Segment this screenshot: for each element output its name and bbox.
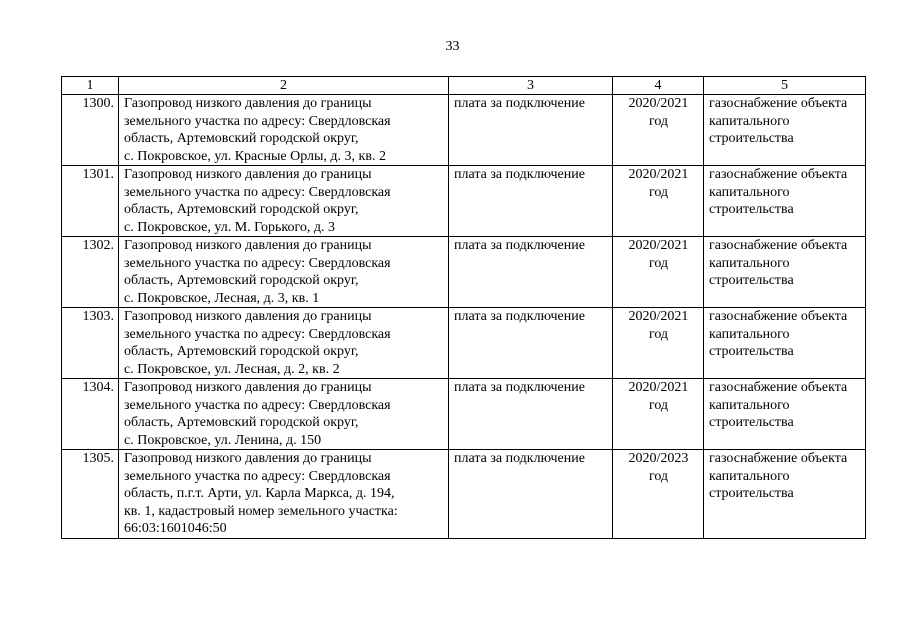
- description-line: с. Покровское, ул. М. Горького, д. 3: [124, 219, 336, 235]
- object-description: [119, 450, 449, 539]
- purpose: [704, 450, 866, 539]
- purpose-line: строительства: [709, 202, 794, 217]
- payment-type: плата за подключение: [449, 166, 613, 237]
- table-row: [62, 166, 866, 237]
- description-line: область, Артемовский городской округ,: [124, 344, 359, 359]
- period-unit: год: [648, 468, 669, 484]
- description-line: Газопровод низкого давления до границы: [124, 451, 372, 466]
- object-description: [119, 237, 449, 308]
- description-line: Газопровод низкого давления до границы: [124, 380, 372, 395]
- purpose-line: газоснабжение объекта: [709, 96, 848, 111]
- description-line: область, Артемовский городской округ,: [124, 415, 359, 430]
- table-header-row: [62, 77, 866, 95]
- period-unit: год: [648, 113, 669, 129]
- payment-type: плата за подключение: [449, 379, 613, 450]
- period-unit: год: [648, 255, 669, 271]
- description-line: земельного участка по адресу: Свердловская: [124, 184, 391, 200]
- purpose-line: газоснабжение объекта: [709, 309, 848, 324]
- table-row: [62, 237, 866, 308]
- payment-type: плата за подключение: [449, 237, 613, 308]
- purpose-line: строительства: [709, 486, 794, 501]
- purpose-line: капитального: [709, 397, 790, 413]
- description-line: область, п.г.т. Арти, ул. Карла Маркса, д. 194,: [124, 486, 395, 501]
- description-line: земельного участка по адресу: Свердловская: [124, 397, 391, 413]
- purpose-line: строительства: [709, 131, 794, 146]
- purpose-line: газоснабжение объекта: [709, 451, 848, 466]
- payment-type: плата за подключение: [449, 450, 613, 539]
- period: [613, 166, 704, 237]
- period-years: 2020/2021: [628, 96, 689, 111]
- purpose-line: капитального: [709, 184, 790, 200]
- purpose-line: капитального: [709, 113, 790, 129]
- row-number: 1302.: [62, 237, 119, 308]
- page-number: 33: [445, 39, 460, 54]
- column-header-3: 3: [449, 77, 613, 95]
- purpose: [704, 237, 866, 308]
- row-number: 1304.: [62, 379, 119, 450]
- description-line: с. Покровское, ул. Красные Орлы, д. 3, кв. 2: [124, 148, 386, 164]
- period: [613, 308, 704, 379]
- purpose-line: строительства: [709, 273, 794, 288]
- purpose-line: строительства: [709, 415, 794, 430]
- period-years: 2020/2023: [628, 451, 689, 466]
- table-row: [62, 379, 866, 450]
- purpose: [704, 95, 866, 166]
- description-line: с. Покровское, ул. Ленина, д. 150: [124, 432, 322, 448]
- purpose-line: газоснабжение объекта: [709, 167, 848, 182]
- period: [613, 379, 704, 450]
- purpose-line: капитального: [709, 326, 790, 342]
- row-number: 1300.: [62, 95, 119, 166]
- purpose: [704, 166, 866, 237]
- period-unit: год: [648, 326, 669, 342]
- payment-type: плата за подключение: [449, 95, 613, 166]
- row-number: 1303.: [62, 308, 119, 379]
- purpose-line: газоснабжение объекта: [709, 380, 848, 395]
- description-line: Газопровод низкого давления до границы: [124, 309, 372, 324]
- object-description: [119, 379, 449, 450]
- object-description: [119, 95, 449, 166]
- column-header-2: 2: [119, 77, 449, 95]
- description-line: кв. 1, кадастровый номер земельного участка:: [124, 503, 398, 519]
- table-row: [62, 450, 866, 539]
- description-line: с. Покровское, Лесная, д. 3, кв. 1: [124, 290, 320, 306]
- column-header-4: 4: [613, 77, 704, 95]
- column-header-5: 5: [704, 77, 866, 95]
- purpose-line: капитального: [709, 255, 790, 271]
- description-line: область, Артемовский городской округ,: [124, 131, 359, 146]
- row-number: 1301.: [62, 166, 119, 237]
- period: [613, 237, 704, 308]
- period-years: 2020/2021: [628, 380, 689, 395]
- payment-type: плата за подключение: [449, 308, 613, 379]
- table-row: [62, 308, 866, 379]
- purpose-line: строительства: [709, 344, 794, 359]
- object-description: [119, 308, 449, 379]
- period: [613, 450, 704, 539]
- purpose: [704, 379, 866, 450]
- period-years: 2020/2021: [628, 309, 689, 324]
- table-row: [62, 95, 866, 166]
- period-years: 2020/2021: [628, 238, 689, 253]
- description-line: область, Артемовский городской округ,: [124, 202, 359, 217]
- column-header-1: 1: [62, 77, 119, 95]
- description-line: Газопровод низкого давления до границы: [124, 167, 372, 182]
- purpose-line: капитального: [709, 468, 790, 484]
- description-line: с. Покровское, ул. Лесная, д. 2, кв. 2: [124, 361, 340, 377]
- row-number: 1305.: [62, 450, 119, 539]
- connection-table: [61, 76, 866, 539]
- purpose: [704, 308, 866, 379]
- purpose-line: газоснабжение объекта: [709, 238, 848, 253]
- period-unit: год: [648, 184, 669, 200]
- description-line: земельного участка по адресу: Свердловская: [124, 113, 391, 129]
- description-line: земельного участка по адресу: Свердловская: [124, 468, 391, 484]
- description-line: 66:03:1601046:50: [124, 521, 227, 536]
- description-line: Газопровод низкого давления до границы: [124, 96, 372, 111]
- period: [613, 95, 704, 166]
- description-line: область, Артемовский городской округ,: [124, 273, 359, 288]
- description-line: земельного участка по адресу: Свердловская: [124, 326, 391, 342]
- object-description: [119, 166, 449, 237]
- description-line: Газопровод низкого давления до границы: [124, 238, 372, 253]
- period-unit: год: [648, 397, 669, 413]
- period-years: 2020/2021: [628, 167, 689, 182]
- description-line: земельного участка по адресу: Свердловская: [124, 255, 391, 271]
